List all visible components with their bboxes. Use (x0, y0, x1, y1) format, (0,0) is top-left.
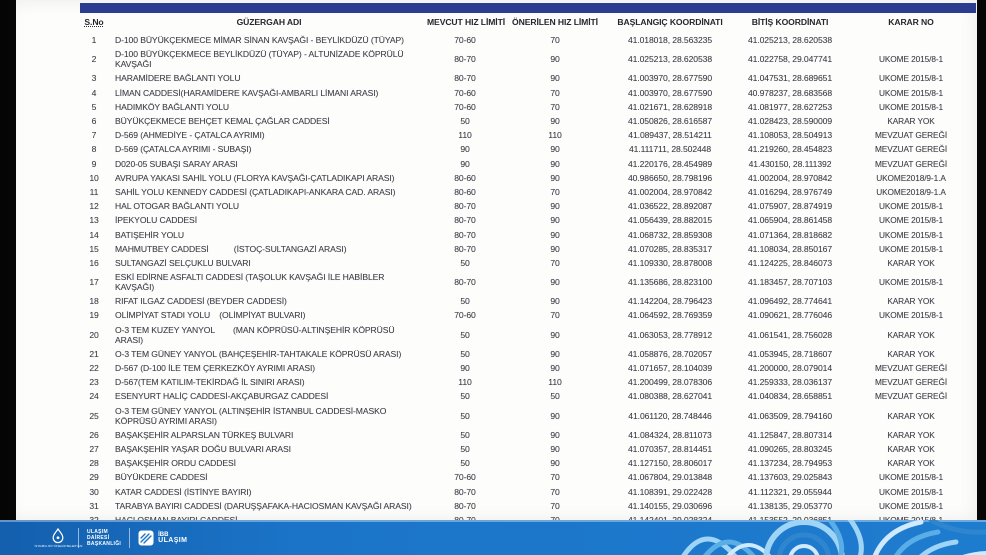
table-row (75, 227, 977, 241)
proposed-limit-cell: 110 (548, 130, 562, 141)
row-number: 8 (91, 144, 97, 155)
end-coordinate-cell: 41.124225, 28.846073 (747, 257, 833, 268)
decision-no-cell: UKOME 2015/8-1 (878, 500, 944, 511)
end-coordinate-cell: 41.081977, 28.627253 (747, 101, 833, 112)
row-number: 29 (89, 472, 99, 483)
start-coordinate-cell: 41.002004, 28.970842 (627, 186, 713, 197)
end-coordinate-cell: 41.061541, 28.756028 (747, 329, 833, 340)
route-name-cell: BAŞAKŞEHİR ORDU CADDESİ (115, 458, 236, 469)
ibb-ulasim-icon (138, 530, 154, 546)
table-row (75, 86, 977, 100)
route-name-cell: HAL OTOGAR BAĞLANTI YOLU (115, 201, 239, 212)
end-coordinate-cell: 41.028423, 28.590009 (747, 116, 833, 127)
current-limit-cell: 50 (460, 458, 470, 469)
start-coordinate-cell: 41.070285, 28.835317 (627, 243, 713, 254)
ibb-caption-text: İSTANBUL BÜYÜKŞEHİR BELEDİYESİ (34, 543, 82, 548)
route-name-cell: D-567 (D-100 İLE TEM ÇERKEZKÖY AYRIMI ARASI) (115, 363, 316, 374)
end-coordinate-cell: 41.259333, 28.036137 (747, 377, 833, 388)
proposed-limit-cell: 90 (550, 243, 560, 254)
row-number: 15 (89, 243, 99, 254)
decision-no-cell: UKOME 2015/8-1 (878, 277, 944, 288)
end-coordinate-cell: 41.090265, 28.803245 (747, 443, 833, 454)
row-number: 5 (91, 101, 97, 112)
end-coordinate-cell: 41.125847, 28.807314 (747, 429, 833, 440)
route-name-cell: BÜYÜKDERE CADDESİ (115, 472, 208, 483)
start-coordinate-cell: 41.067804, 29.013848 (627, 472, 713, 483)
end-coordinate-cell: 41.025213, 28.620538 (747, 35, 833, 46)
start-coordinate-cell: 41.070357, 28.814451 (627, 443, 713, 454)
start-coordinate-cell: 41.064592, 28.769359 (627, 310, 713, 321)
decision-no-cell: UKOME 2015/8-1 (878, 310, 944, 321)
route-name-cell: LİMAN CADDESİ(HARAMİDERE KAVŞAĞI-AMBARLI LİMANI ARASI) (115, 87, 379, 98)
right-black-edge (977, 0, 986, 521)
row-number: 14 (89, 229, 99, 240)
decision-no-cell: KARAR YOK (887, 329, 935, 340)
decision-no-cell: KARAR YOK (887, 410, 935, 421)
table-row (75, 213, 977, 227)
proposed-limit-cell: 90 (550, 329, 560, 340)
proposed-limit-cell: 90 (550, 172, 560, 183)
route-name-cell: D-569 (AHMEDİYE - ÇATALCA AYRIMI) (115, 130, 265, 141)
current-limit-cell: 110 (458, 130, 472, 141)
current-limit-cell: 90 (460, 363, 470, 374)
row-number: 1 (91, 35, 97, 46)
column-header-current-limit: MEVCUT HIZ LİMİTİ (427, 17, 506, 27)
row-number: 11 (89, 186, 99, 197)
current-limit-cell: 70-60 (454, 35, 476, 46)
decision-no-cell: UKOME2018/9-1.A (876, 186, 946, 197)
table-row (75, 470, 977, 484)
route-name-cell: AVRUPA YAKASI SAHİL YOLU (FLORYA KAVŞAĞI-ÇATLADIKAPI ARASI) (115, 172, 395, 183)
decision-no-cell: MEVZUAT GEREĞİ (874, 391, 948, 402)
proposed-limit-cell: 70 (550, 310, 560, 321)
start-coordinate-cell: 41.084324, 28.811073 (628, 429, 712, 440)
route-name-cell: D-569 (ÇATALCA AYRIMI - SUBAŞI) (115, 144, 252, 155)
end-coordinate-cell: 41.053945, 28.718607 (747, 348, 833, 359)
org-line-1: ULAŞIM (87, 528, 108, 535)
start-coordinate-cell: 41.021671, 28.628918 (627, 101, 713, 112)
route-name-cell: BAŞAKŞEHİR ALPARSLAN TÜRKEŞ BULVARI (115, 429, 294, 440)
row-number: 23 (89, 377, 99, 388)
route-name-cell: O-3 TEM GÜNEY YANYOL (ALTINŞEHİR İSTANBUL CADDESİ-MASKO KÖPRÜSÜ AYRIMI ARASI) (115, 405, 389, 426)
decision-no-cell: MEVZUAT GEREĞİ (874, 363, 948, 374)
column-header-decision-no: KARAR NO (888, 17, 934, 27)
route-name-cell: HARAMİDERE BAĞLANTI YOLU (115, 73, 241, 84)
proposed-limit-cell: 90 (550, 116, 560, 127)
row-number: 12 (89, 201, 99, 212)
decision-no-cell: KARAR YOK (887, 443, 935, 454)
end-coordinate-cell: 41.096492, 28.774641 (747, 296, 833, 307)
transport-department-label (87, 529, 121, 547)
proposed-limit-cell: 90 (550, 296, 560, 307)
table-row (75, 428, 977, 442)
route-name-cell: HADIMKÖY BAĞLANTI YOLU (115, 101, 230, 112)
column-header-start-coordinate: BAŞLANGIÇ KOORDİNATI (617, 17, 723, 27)
start-coordinate-cell: 41.089437, 28.514211 (628, 130, 712, 141)
proposed-limit-cell: 90 (550, 410, 560, 421)
end-coordinate-cell: 41.047531, 28.689651 (747, 73, 833, 84)
proposed-limit-cell: 90 (550, 429, 560, 440)
decision-no-cell: KARAR YOK (887, 458, 935, 469)
decision-no-cell: KARAR YOK (887, 429, 935, 440)
row-number: 6 (91, 116, 97, 127)
row-number: 10 (89, 172, 99, 183)
decision-no-cell (845, 33, 977, 47)
end-coordinate-cell: 41.138135, 29.053770 (747, 500, 833, 511)
decision-no-cell: MEVZUAT GEREĞİ (874, 144, 948, 155)
table-row (75, 128, 977, 142)
table-row (75, 114, 977, 128)
brand-text-ibb: İBB (158, 531, 169, 538)
end-coordinate-cell: 41.219260, 28.454823 (747, 144, 833, 155)
row-number: 16 (89, 257, 99, 268)
footer-band (0, 520, 986, 555)
current-limit-cell: 70-60 (454, 87, 476, 98)
decision-no-cell: UKOME 2015/8-1 (878, 215, 944, 226)
current-limit-cell: 80-70 (454, 201, 476, 212)
proposed-limit-cell: 90 (550, 458, 560, 469)
table-row (75, 185, 977, 199)
table-row (75, 171, 977, 185)
row-number: 24 (89, 391, 99, 402)
start-coordinate-cell: 41.108391, 29.022428 (627, 486, 713, 497)
route-name-cell: BAŞAKŞEHİR YAŞAR DOĞU BULVARI ARASI (115, 443, 291, 454)
start-coordinate-cell: 41.068732, 28.859308 (627, 229, 713, 240)
row-number: 30 (89, 486, 99, 497)
table-row (75, 404, 977, 428)
current-limit-cell: 80-70 (454, 500, 476, 511)
proposed-limit-cell: 90 (550, 144, 560, 155)
table-row (75, 484, 977, 498)
end-coordinate-cell: 41.022758, 29.047741 (747, 54, 833, 65)
table-row (75, 375, 977, 389)
row-number: 20 (89, 329, 99, 340)
end-coordinate-cell: 41.137234, 28.794953 (747, 458, 833, 469)
table-row (75, 242, 977, 256)
row-number: 3 (91, 73, 97, 84)
proposed-limit-cell: 70 (550, 101, 560, 112)
row-number: 9 (91, 158, 97, 169)
table-row (75, 442, 977, 456)
decision-no-cell: MEVZUAT GEREĞİ (874, 377, 948, 388)
table-row (75, 456, 977, 470)
start-coordinate-cell: 41.018018, 28.563235 (627, 35, 713, 46)
start-coordinate-cell: 40.986650, 28.798196 (627, 172, 713, 183)
route-name-cell: D-567(TEM KATILIM-TEKİRDAĞ İL SINIRI ARASI) (115, 377, 305, 388)
end-coordinate-cell: 41.108053, 28.504913 (747, 130, 833, 141)
current-limit-cell: 80-70 (454, 215, 476, 226)
table-row (75, 499, 977, 513)
document-page (8, 0, 977, 521)
table-row (75, 142, 977, 156)
table-row (75, 347, 977, 361)
route-name-cell: O-3 TEM KUZEY YANYOL (MAN KÖPRÜSÜ-ALTINŞEHİR KÖPRÜSÜ ARASI) (115, 324, 397, 345)
left-black-edge (8, 0, 16, 521)
decision-no-cell: KARAR YOK (887, 296, 935, 307)
decision-no-cell: MEVZUAT GEREĞİ (874, 130, 948, 141)
proposed-limit-cell: 70 (550, 500, 560, 511)
proposed-limit-cell: 90 (550, 158, 560, 169)
route-name-cell: BÜYÜKÇEKMECE BEHÇET KEMAL ÇAĞLAR CADDESİ (115, 116, 330, 127)
proposed-limit-cell: 90 (550, 201, 560, 212)
route-name-cell: D-100 BÜYÜKÇEKMECE MİMAR SİNAN KAVŞAĞI - BEYLİKDÜZÜ (TÜYAP) (115, 35, 404, 46)
table-row (75, 361, 977, 375)
start-coordinate-cell: 41.111711, 28.502448 (628, 144, 712, 155)
current-limit-cell: 110 (458, 377, 472, 388)
decision-no-cell: KARAR YOK (887, 348, 935, 359)
current-limit-cell: 50 (460, 348, 470, 359)
decision-no-cell: UKOME 2015/8-1 (878, 101, 944, 112)
org-line-3: BAŞKANLIĞI (87, 540, 122, 547)
current-limit-cell: 90 (460, 144, 470, 155)
route-name-cell: BATIŞEHİR YOLU (115, 229, 184, 240)
route-name-cell: O-3 TEM GÜNEY YANYOL (BAHÇEŞEHİR-TAHTAKALE KÖPRÜSÜ ARASI) (115, 348, 402, 359)
proposed-limit-cell: 70 (550, 186, 560, 197)
row-number: 21 (89, 348, 99, 359)
table-row (75, 47, 977, 71)
row-number: 28 (89, 458, 99, 469)
column-header-sno: S.No (84, 17, 104, 27)
route-name-cell: D020-05 SUBAŞI SARAY ARASI (115, 158, 238, 169)
org-line-2: DAİRESİ (87, 534, 110, 541)
route-name-cell: RIFAT ILGAZ CADDESİ (BEYDER CADDESİ) (115, 296, 287, 307)
start-coordinate-cell: 41.109330, 28.878008 (627, 257, 713, 268)
start-coordinate-cell: 41.063053, 28.778912 (627, 329, 713, 340)
end-coordinate-cell: 41.090621, 28.776046 (747, 310, 833, 321)
start-coordinate-cell: 41.025213, 28.620538 (627, 54, 713, 65)
table-row (75, 199, 977, 213)
proposed-limit-cell: 70 (550, 472, 560, 483)
ibb-ulasim-logo (138, 530, 187, 546)
table-row (75, 270, 977, 294)
proposed-limit-cell: 90 (550, 363, 560, 374)
current-limit-cell: 80-70 (454, 486, 476, 497)
decision-no-cell: UKOME 2015/8-1 (878, 73, 944, 84)
row-number: 22 (89, 363, 99, 374)
start-coordinate-cell: 41.036522, 28.892087 (627, 201, 713, 212)
proposed-limit-cell: 90 (550, 54, 560, 65)
table-row (75, 71, 977, 85)
top-navy-bar (80, 3, 976, 13)
row-number: 7 (91, 130, 97, 141)
brand-text-ulasim: ULAŞIM (158, 536, 188, 544)
current-limit-cell: 50 (460, 116, 470, 127)
proposed-limit-cell: 70 (550, 35, 560, 46)
decision-no-cell: UKOME 2015/8-1 (878, 472, 944, 483)
table-row (75, 33, 977, 47)
decision-no-cell: UKOME 2015/8-1 (878, 243, 944, 254)
end-coordinate-cell: 41.065904, 28.861458 (747, 215, 833, 226)
footer-wave-pattern (676, 520, 986, 555)
end-coordinate-cell: 41.137603, 29.025843 (747, 472, 833, 483)
end-coordinate-cell: 41.075907, 28.874919 (747, 201, 833, 212)
row-number: 26 (89, 429, 99, 440)
column-header-proposed-limit: ÖNERİLEN HIZ LİMİTİ (512, 17, 598, 27)
route-name-cell: MAHMUTBEY CADDESİ (İSTOÇ-SULTANGAZİ ARASI) (115, 243, 347, 254)
decision-no-cell: UKOME 2015/8-1 (878, 229, 944, 240)
end-coordinate-cell: 41.063509, 28.794160 (747, 410, 833, 421)
proposed-limit-cell: 90 (550, 443, 560, 454)
current-limit-cell: 80-60 (454, 186, 476, 197)
row-number: 27 (89, 443, 99, 454)
row-number: 19 (89, 310, 99, 321)
route-name-cell: İPEKYOLU CADDESİ (115, 215, 197, 226)
current-limit-cell: 70-60 (454, 472, 476, 483)
decision-no-cell: UKOME 2015/8-1 (878, 486, 944, 497)
row-number: 4 (91, 87, 97, 98)
start-coordinate-cell: 41.071657, 28.104039 (627, 363, 713, 374)
column-header-route-name: GÜZERGAH ADI (236, 17, 302, 27)
current-limit-cell: 50 (460, 329, 470, 340)
current-limit-cell: 50 (460, 410, 470, 421)
start-coordinate-cell: 41.220176, 28.454989 (627, 158, 713, 169)
route-name-cell: ESKİ EDİRNE ASFALTI CADDESİ (TAŞOLUK KAVŞAĞI İLE HABİBLER KAVŞAĞI) (115, 272, 387, 293)
footer-divider-2 (129, 528, 130, 548)
current-limit-cell: 50 (460, 443, 470, 454)
current-limit-cell: 50 (460, 296, 470, 307)
decision-no-cell: UKOME2018/9-1.A (876, 172, 946, 183)
start-coordinate-cell: 41.080388, 28.627041 (627, 391, 713, 402)
speed-limit-table-container (75, 14, 977, 527)
start-coordinate-cell: 41.135686, 28.823100 (627, 277, 713, 288)
ibb-emblem-icon (51, 528, 65, 544)
ibb-municipality-logo (34, 525, 82, 550)
proposed-limit-cell: 70 (550, 257, 560, 268)
table-row (75, 100, 977, 114)
table-header-row (75, 14, 977, 33)
current-limit-cell: 70-60 (454, 101, 476, 112)
proposed-limit-cell: 70 (550, 486, 560, 497)
route-name-cell: ESENYURT HALİÇ CADDESİ-AKÇABURGAZ CADDESİ (115, 391, 329, 402)
current-limit-cell: 70-60 (454, 310, 476, 321)
start-coordinate-cell: 41.127150, 28.806017 (627, 458, 713, 469)
current-limit-cell: 90 (460, 158, 470, 169)
table-row (75, 256, 977, 270)
end-coordinate-cell: 40.978237, 28.683568 (747, 87, 833, 98)
route-name-cell: KATAR CADDESİ (İSTİNYE BAYIRI) (115, 486, 252, 497)
proposed-limit-cell: 110 (548, 377, 562, 388)
route-name-cell: D-100 BÜYÜKÇEKMECE BEYLİKDÜZÜ (TÜYAP) - ALTUNİZADE KÖPRÜLÜ KAVŞAĞI (115, 49, 406, 70)
end-coordinate-cell: 41.112321, 29.055944 (748, 486, 832, 497)
route-name-cell: OLİMPİYAT STADI YOLU (OLİMPİYAT BULVARI) (115, 310, 306, 321)
current-limit-cell: 80-60 (454, 172, 476, 183)
table-row (75, 323, 977, 347)
proposed-limit-cell: 90 (550, 348, 560, 359)
decision-no-cell: UKOME 2015/8-1 (878, 87, 944, 98)
row-number: 31 (89, 500, 99, 511)
start-coordinate-cell: 41.200499, 28.078306 (627, 377, 713, 388)
end-coordinate-cell: 41.071364, 28.818682 (747, 229, 833, 240)
decision-no-cell: UKOME 2015/8-1 (878, 54, 944, 65)
end-coordinate-cell: 41.108034, 28.850167 (747, 243, 833, 254)
end-coordinate-cell: 41.183457, 28.707103 (747, 277, 833, 288)
start-coordinate-cell: 41.056439, 28.882015 (627, 215, 713, 226)
end-coordinate-cell: 41.430150, 28.111392 (748, 158, 832, 169)
end-coordinate-cell: 41.200000, 28.079014 (747, 363, 833, 374)
route-name-cell: TARABYA BAYIRI CADDESİ (DARUŞŞAFAKA-HACIOSMAN KAVŞAĞI ARASI) (115, 500, 412, 511)
route-name-cell: SAHİL YOLU KENNEDY CADDESİ (ÇATLADIKAPI-ANKARA CAD. ARASI) (115, 186, 396, 197)
table-row (75, 389, 977, 403)
current-limit-cell: 50 (460, 257, 470, 268)
table-row (75, 157, 977, 171)
decision-no-cell: KARAR YOK (887, 257, 935, 268)
end-coordinate-cell: 41.002004, 28.970842 (747, 172, 833, 183)
current-limit-cell: 80-70 (454, 54, 476, 65)
current-limit-cell: 80-70 (454, 277, 476, 288)
route-name-cell: SULTANGAZİ SELÇUKLU BULVARI (115, 257, 251, 268)
column-header-end-coordinate: BİTİŞ KOORDİNATI (751, 17, 829, 27)
decision-no-cell: KARAR YOK (887, 116, 935, 127)
start-coordinate-cell: 41.003970, 28.677590 (627, 73, 713, 84)
start-coordinate-cell: 41.061120, 28.748446 (628, 410, 712, 421)
row-number: 18 (89, 296, 99, 307)
start-coordinate-cell: 41.050826, 28.616587 (627, 116, 713, 127)
footer-logo-group (34, 525, 188, 550)
proposed-limit-cell: 50 (550, 391, 560, 402)
table-row (75, 308, 977, 322)
proposed-limit-cell: 70 (550, 87, 560, 98)
current-limit-cell: 80-70 (454, 73, 476, 84)
end-coordinate-cell: 41.016294, 28.976749 (747, 186, 833, 197)
proposed-limit-cell: 90 (550, 277, 560, 288)
start-coordinate-cell: 41.140155, 29.030696 (627, 500, 713, 511)
current-limit-cell: 50 (460, 391, 470, 402)
start-coordinate-cell: 41.142204, 28.796423 (627, 296, 713, 307)
start-coordinate-cell: 41.003970, 28.677590 (627, 87, 713, 98)
decision-no-cell: MEVZUAT GEREĞİ (874, 158, 948, 169)
current-limit-cell: 50 (460, 429, 470, 440)
speed-limit-table (75, 14, 977, 527)
table-row (75, 294, 977, 308)
row-number: 17 (89, 277, 99, 288)
current-limit-cell: 80-70 (454, 229, 476, 240)
proposed-limit-cell: 90 (550, 229, 560, 240)
row-number: 13 (89, 215, 99, 226)
end-coordinate-cell: 41.040834, 28.658851 (747, 391, 833, 402)
row-number: 25 (89, 410, 99, 421)
proposed-limit-cell: 90 (550, 215, 560, 226)
start-coordinate-cell: 41.058876, 28.702057 (627, 348, 713, 359)
current-limit-cell: 80-70 (454, 243, 476, 254)
decision-no-cell: UKOME 2015/8-1 (878, 201, 944, 212)
proposed-limit-cell: 90 (550, 73, 560, 84)
row-number: 2 (91, 54, 97, 65)
